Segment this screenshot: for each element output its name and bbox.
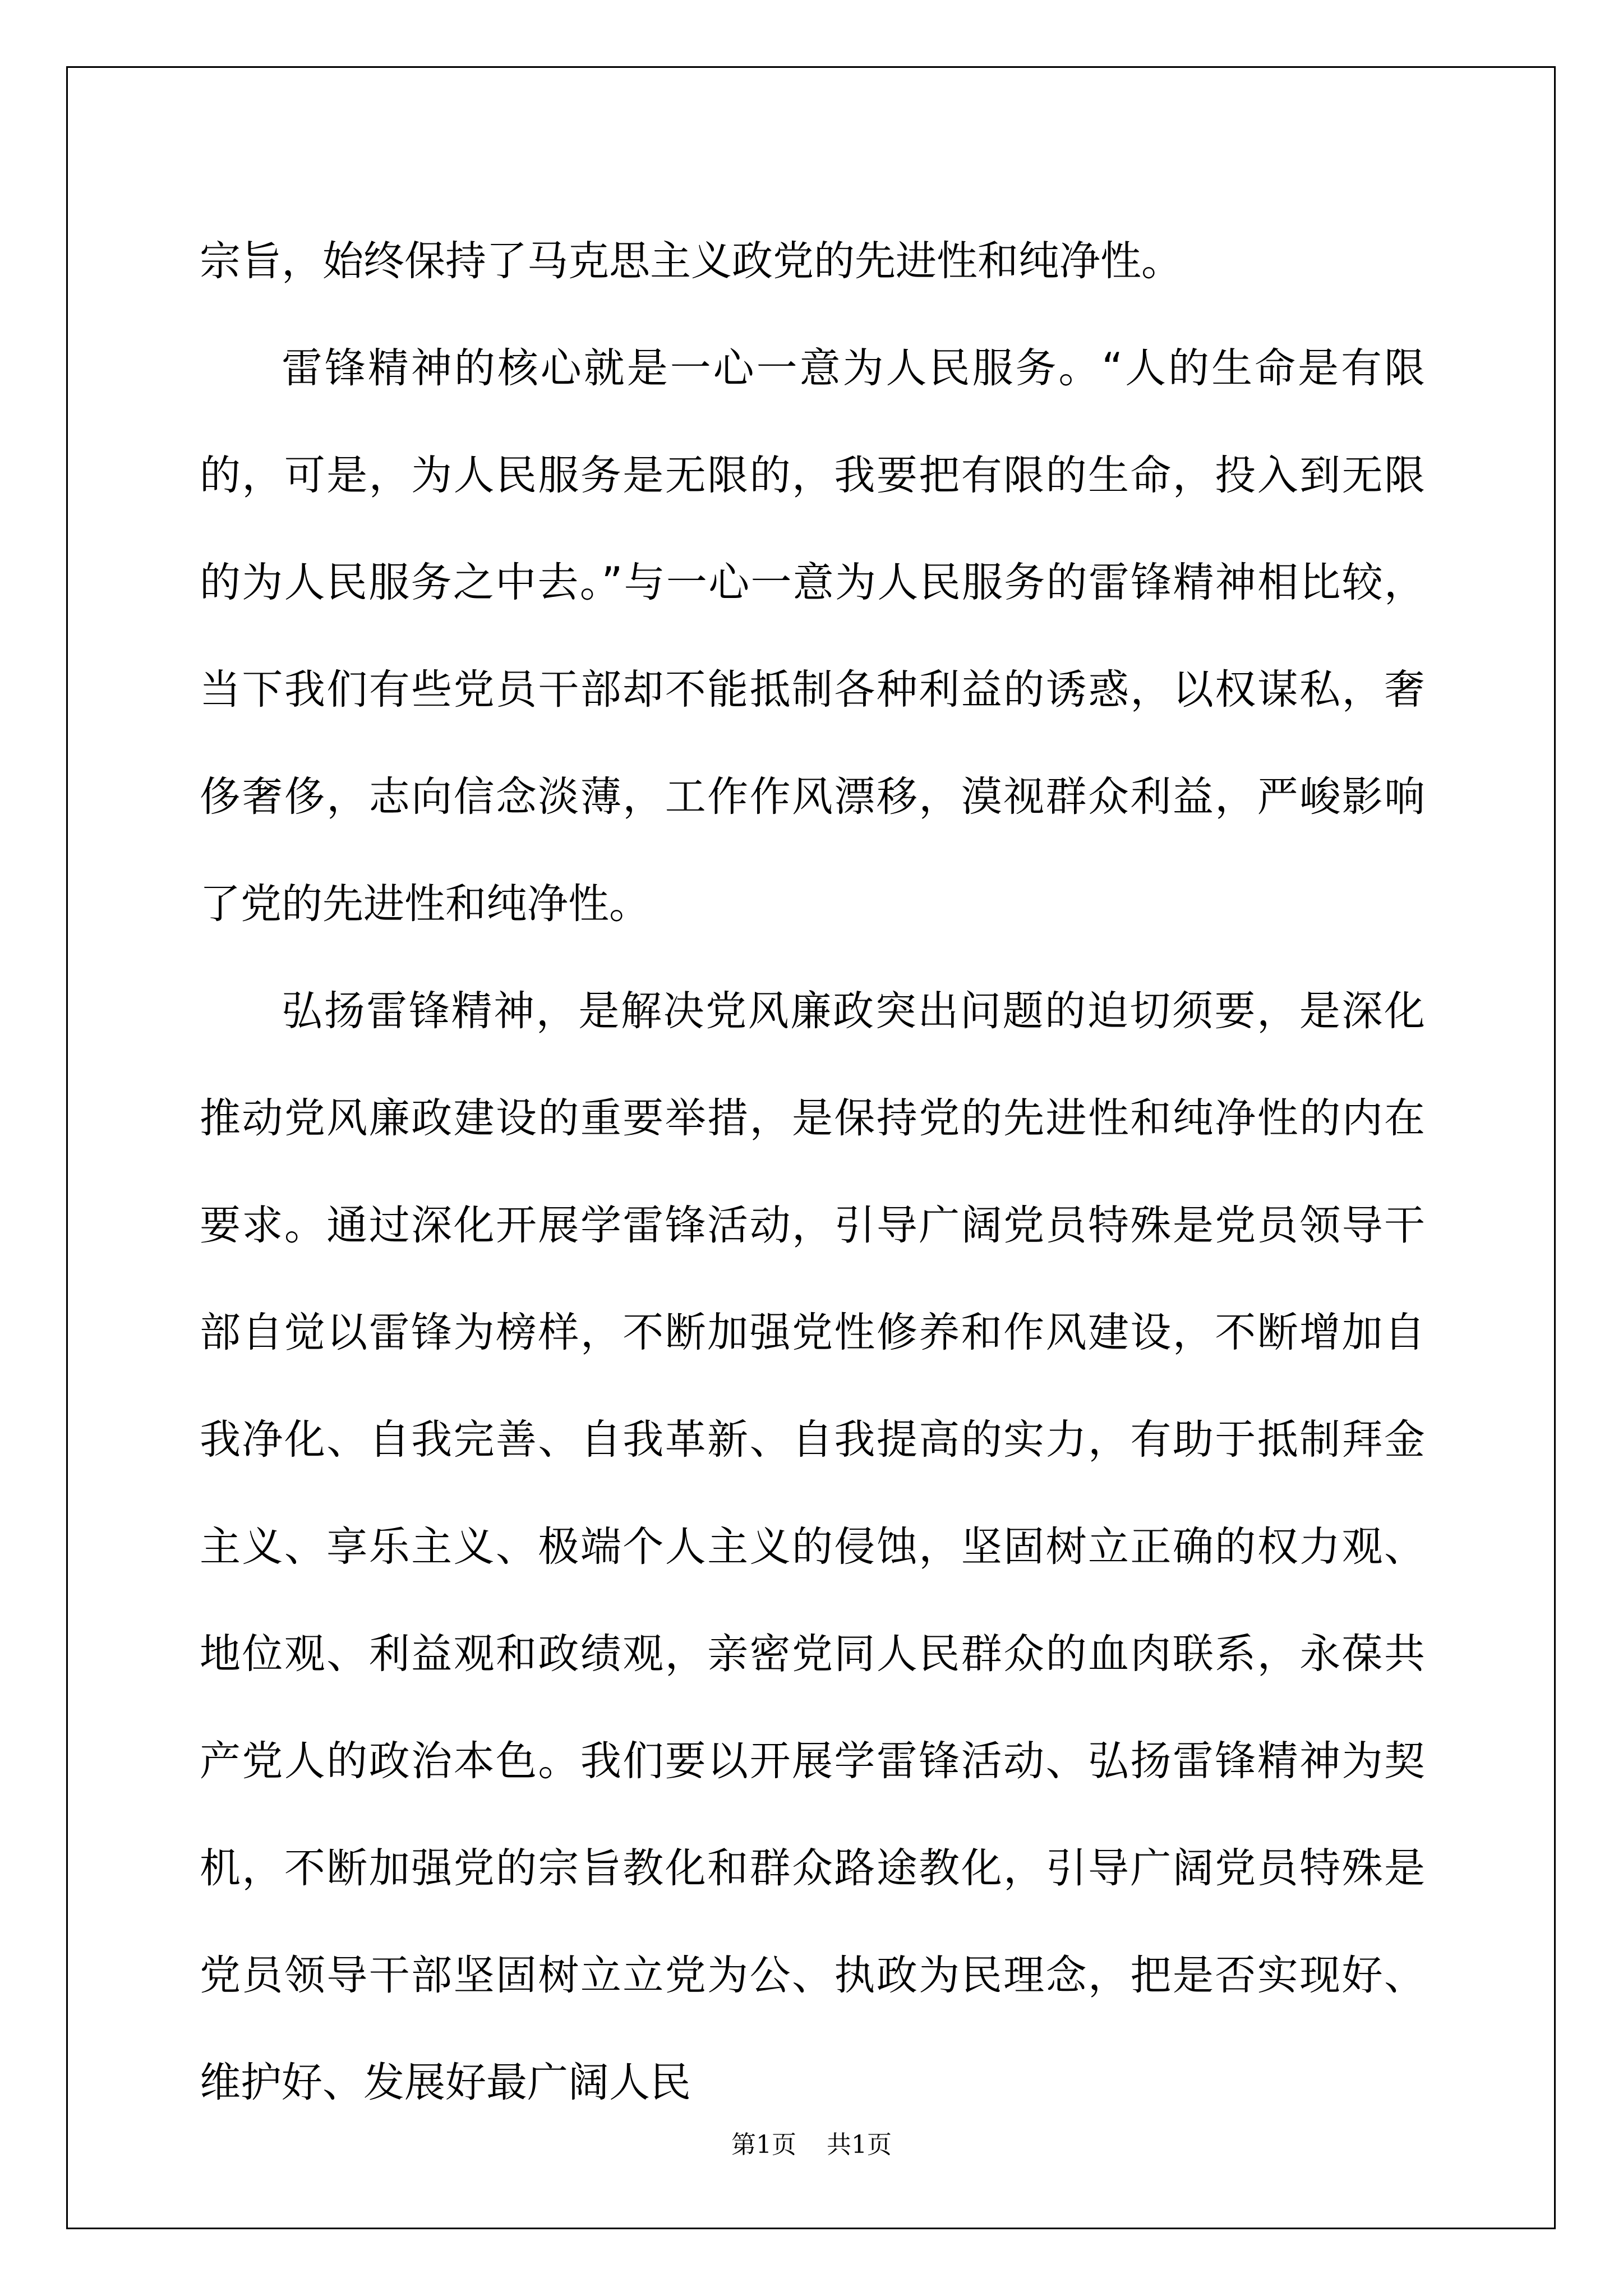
page-total: 共1页: [827, 2131, 892, 2159]
paragraph-1: 宗旨，始终保持了马克思主义政党的先进性和纯净性。: [200, 237, 1182, 285]
document-body: [200, 208, 1425, 2136]
page-number: 第1页: [731, 2131, 796, 2159]
page-footer: [0, 2124, 1623, 2160]
paragraph-2: 雷锋精神的核心就是一心一意为人民服务。“人的生命是有限的，可是，为人民服务是无限的，我要把有限的生命，投入到无限的为人民服务之中去。”与一心一意为人民服务的雷锋精神相比较，当下我们有些党员干部却不能抵制各种利益的诱惑，以权谋私，奢侈奢侈，志向信念淡薄，工作作风漂移，漠视群众利益，严峻影响了党的先进性和纯净性。: [200, 344, 1425, 928]
paragraph-3: 弘扬雷锋精神，是解决党风廉政突出问题的迫切须要，是深化推动党风廉政建设的重要举措，是保持党的先进性和纯净性的内在要求。通过深化开展学雷锋活动，引导广阔党员特殊是党员领导干部自觉以雷锋为榜样，不断加强党性修养和作风建设，不断增加自我净化、自我完善、自我革新、自我提高的实力，有助于抵制拜金主义、享乐主义、极端个人主义的侵蚀，坚固树立正确的权力观、地位观、利益观和政绩观，亲密党同人民群众的血肉联系，永葆共产党人的政治本色。我们要以开展学雷锋活动、弘扬雷锋精神为契机，不断加强党的宗旨教化和群众路途教化，引导广阔党员特殊是党员领导干部坚固树立立党为公、执政为民理念，把是否实现好、维护好、发展好最广阔人民: [200, 987, 1425, 2106]
